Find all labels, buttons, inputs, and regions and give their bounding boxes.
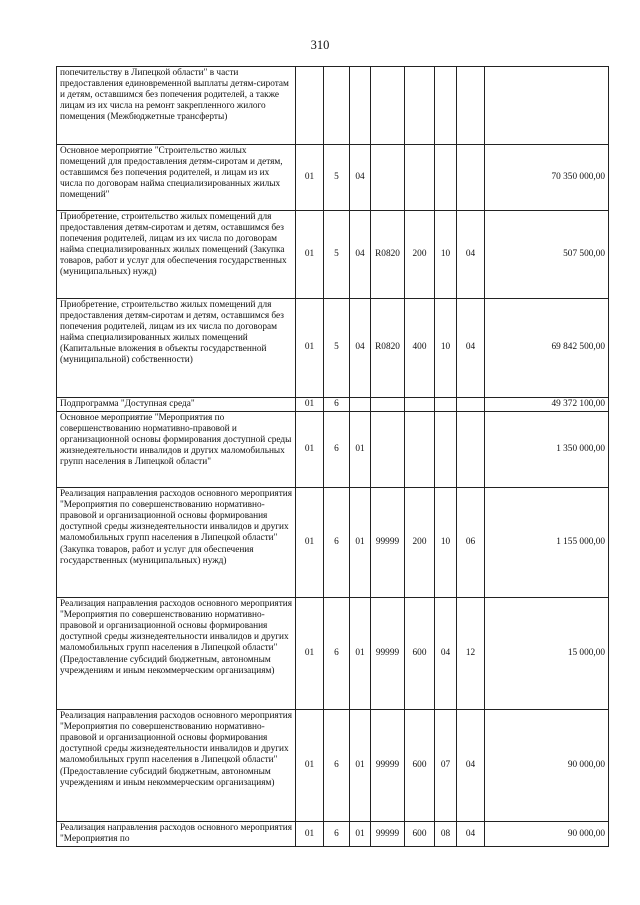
- cell-description: Основное мероприятие "Строительство жилых помещений для предоставления детям-сиротам и детям, оставшимся без попечения родителей, и лицам из их числа по договорам найма специализированных жилых помещений": [57, 145, 296, 211]
- cell-subprogram-code: [324, 67, 350, 145]
- cell-direction-code: 99999: [371, 598, 405, 710]
- cell-direction-code: [371, 145, 405, 211]
- cell-subsection: 04: [457, 710, 485, 822]
- table-row: [57, 398, 609, 412]
- table-row: [57, 299, 609, 398]
- cell-description: Реализация направления расходов основного мероприятия "Мероприятия по: [57, 822, 296, 847]
- cell-section: 10: [435, 299, 457, 398]
- cell-expense-type: 200: [405, 488, 435, 598]
- table-row: [57, 710, 609, 822]
- cell-description: Основное мероприятие "Мероприятия по совершенствованию нормативно-правовой и организационной основы формирования доступной среды жизнедеятельности инвалидов и других маломобильных групп населения в Липецкой области": [57, 412, 296, 488]
- cell-description: Реализация направления расходов основного мероприятия "Мероприятия по совершенствованию нормативно-правовой и организационной основы формирования доступной среды жизнедеятельности инвалидов и других маломобильных групп населения в Липецкой области" (Закупка товаров, работ и услуг для обеспечения государственных (муниципальных) нужд): [57, 488, 296, 598]
- cell-subprogram-code: 6: [324, 710, 350, 822]
- cell-amount: 1 155 000,00: [485, 488, 609, 598]
- cell-amount: 15 000,00: [485, 598, 609, 710]
- cell-expense-type: [405, 398, 435, 412]
- cell-subsection: [457, 145, 485, 211]
- table-row: [57, 211, 609, 299]
- cell-subsection: [457, 412, 485, 488]
- cell-program-code: 01: [296, 145, 324, 211]
- cell-direction-code: 99999: [371, 488, 405, 598]
- cell-subsection: 04: [457, 822, 485, 847]
- cell-event-code: [350, 67, 371, 145]
- cell-direction-code: [371, 398, 405, 412]
- cell-direction-code: [371, 412, 405, 488]
- cell-event-code: 01: [350, 488, 371, 598]
- cell-subsection: 12: [457, 598, 485, 710]
- cell-subprogram-code: 6: [324, 598, 350, 710]
- cell-program-code: 01: [296, 710, 324, 822]
- cell-amount: 1 350 000,00: [485, 412, 609, 488]
- table-row: [57, 598, 609, 710]
- cell-event-code: 04: [350, 299, 371, 398]
- cell-direction-code: R0820: [371, 211, 405, 299]
- cell-expense-type: 200: [405, 211, 435, 299]
- budget-table: [56, 66, 609, 847]
- cell-event-code: 01: [350, 822, 371, 847]
- cell-amount: 507 500,00: [485, 211, 609, 299]
- cell-amount: [485, 67, 609, 145]
- cell-amount: 69 842 500,00: [485, 299, 609, 398]
- cell-description: Реализация направления расходов основного мероприятия "Мероприятия по совершенствованию нормативно-правовой и организационной основы формирования доступной среды жизнедеятельности инвалидов и других маломобильных групп населения в Липецкой области" (Предоставление субсидий бюджетным, автономным учреждениям и иным некоммерческим организациям): [57, 598, 296, 710]
- cell-direction-code: R0820: [371, 299, 405, 398]
- cell-expense-type: 600: [405, 598, 435, 710]
- cell-subprogram-code: 6: [324, 398, 350, 412]
- cell-section: [435, 412, 457, 488]
- cell-section: 10: [435, 488, 457, 598]
- table-row: [57, 822, 609, 847]
- table-row: [57, 412, 609, 488]
- table-row: [57, 488, 609, 598]
- table-row: [57, 145, 609, 211]
- cell-section: 08: [435, 822, 457, 847]
- cell-expense-type: 400: [405, 299, 435, 398]
- cell-event-code: 01: [350, 598, 371, 710]
- cell-expense-type: 600: [405, 710, 435, 822]
- cell-subsection: [457, 398, 485, 412]
- cell-program-code: 01: [296, 488, 324, 598]
- cell-subprogram-code: 5: [324, 299, 350, 398]
- cell-section: [435, 398, 457, 412]
- cell-program-code: 01: [296, 398, 324, 412]
- cell-subsection: 04: [457, 299, 485, 398]
- cell-program-code: 01: [296, 822, 324, 847]
- cell-amount: 90 000,00: [485, 710, 609, 822]
- cell-section: [435, 145, 457, 211]
- cell-section: 10: [435, 211, 457, 299]
- cell-event-code: 01: [350, 710, 371, 822]
- cell-program-code: 01: [296, 211, 324, 299]
- cell-section: 04: [435, 598, 457, 710]
- cell-subsection: [457, 67, 485, 145]
- cell-direction-code: [371, 67, 405, 145]
- table-row: [57, 67, 609, 145]
- cell-amount: 70 350 000,00: [485, 145, 609, 211]
- cell-program-code: 01: [296, 412, 324, 488]
- cell-section: 07: [435, 710, 457, 822]
- cell-event-code: [350, 398, 371, 412]
- cell-program-code: 01: [296, 299, 324, 398]
- cell-direction-code: 99999: [371, 822, 405, 847]
- cell-description: Реализация направления расходов основного мероприятия "Мероприятия по совершенствованию нормативно-правовой и организационной основы формирования доступной среды жизнедеятельности инвалидов и других маломобильных групп населения в Липецкой области" (Предоставление субсидий бюджетным, автономным учреждениям и иным некоммерческим организациям): [57, 710, 296, 822]
- cell-amount: 49 372 100,00: [485, 398, 609, 412]
- cell-event-code: 01: [350, 412, 371, 488]
- cell-expense-type: [405, 145, 435, 211]
- cell-subprogram-code: 6: [324, 412, 350, 488]
- cell-subprogram-code: 5: [324, 211, 350, 299]
- page-number: 310: [310, 38, 330, 52]
- cell-subprogram-code: 5: [324, 145, 350, 211]
- cell-description: Подпрограмма "Доступная среда": [57, 398, 296, 412]
- cell-subprogram-code: 6: [324, 822, 350, 847]
- cell-subprogram-code: 6: [324, 488, 350, 598]
- cell-event-code: 04: [350, 211, 371, 299]
- cell-event-code: 04: [350, 145, 371, 211]
- cell-section: [435, 67, 457, 145]
- cell-subsection: 06: [457, 488, 485, 598]
- cell-direction-code: 99999: [371, 710, 405, 822]
- cell-description: Приобретение, строительство жилых помещений для предоставления детям-сиротам и детям, оставшимся без попечения родителей, лицам из их числа по договорам найма специализированных жилых помещений (Капитальные вложения в объекты государственной (муниципальной) собственности): [57, 299, 296, 398]
- cell-description: Приобретение, строительство жилых помещений для предоставления детям-сиротам и детям, оставшимся без попечения родителей, лицам из их числа по договорам найма специализированных жилых помещений (Закупка товаров, работ и услуг для обеспечения государственных (муниципальных) нужд): [57, 211, 296, 299]
- cell-expense-type: 600: [405, 822, 435, 847]
- table-body: [57, 67, 609, 847]
- cell-description: попечительству в Липецкой области" в части предоставления единовременной выплаты детям-сиротам и детям, оставшимся без попечения родителей, а также лицам из их числа на ремонт закрепленного жилого помещения (Межбюджетные трансферты): [57, 67, 296, 145]
- cell-amount: 90 000,00: [485, 822, 609, 847]
- cell-expense-type: [405, 67, 435, 145]
- cell-expense-type: [405, 412, 435, 488]
- cell-program-code: 01: [296, 598, 324, 710]
- cell-subsection: 04: [457, 211, 485, 299]
- cell-program-code: [296, 67, 324, 145]
